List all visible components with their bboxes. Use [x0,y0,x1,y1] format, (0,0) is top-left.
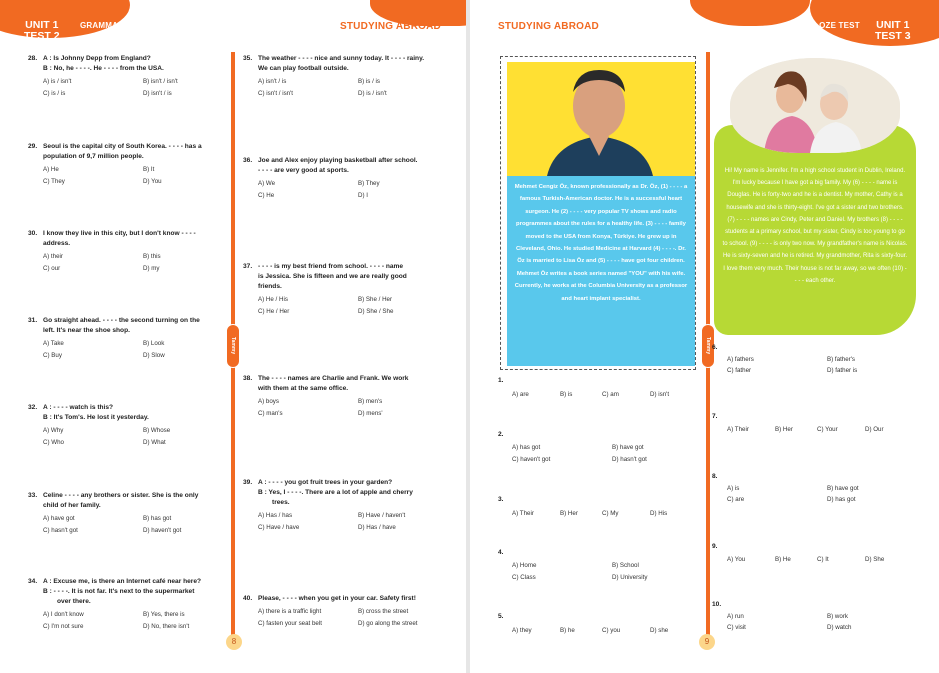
question-number: 32. [28,404,38,411]
question-number: 40. [243,595,253,602]
answer-option[interactable]: D) isn't [650,391,670,398]
question-stem: B : No, he - - - -. He - - - - from the USA. [43,65,164,72]
answer-option[interactable]: A) boys [258,398,279,405]
answer-option[interactable]: A) are [512,391,529,398]
question-stem: The - - - - names are Charlie and Frank. We work [258,375,409,382]
answer-option[interactable]: A) You [727,556,746,563]
answer-option[interactable]: C) our [43,265,61,272]
question-stem: Go straight ahead. - - - - the second turning on the [43,317,200,324]
answer-option[interactable]: D) Has / have [358,524,396,531]
question-stem: over there. [57,598,91,605]
answer-option[interactable]: C) is / is [43,90,66,97]
answer-option[interactable]: A) have got [43,515,75,522]
answer-option[interactable]: B) Her [775,426,793,433]
question-stem: friends. [258,283,282,290]
answer-option[interactable]: A) Their [727,426,749,433]
answer-option[interactable]: A) I don't know [43,611,84,618]
question-number: 7. [712,413,718,420]
answer-option[interactable]: D) is / isn't [358,90,387,97]
answer-option[interactable]: A) isn't / is [258,78,287,85]
answer-option[interactable]: D) No, there isn't [143,623,190,630]
answer-option[interactable]: C) I'm not sure [43,623,84,630]
answer-option[interactable]: B) is [560,391,573,398]
answer-option[interactable]: D) What [143,439,166,446]
question-number: 39. [243,479,253,486]
question-stem: A : - - - - you got fruit trees in your garden? [258,479,393,486]
question-number: 31. [28,317,38,324]
answer-option[interactable]: B) he [560,627,575,634]
question-stem: Please, - - - - when you get in your car. Safety first! [258,595,416,602]
question-number: 1. [498,377,504,384]
answer-option[interactable]: A) Their [512,510,534,517]
question-stem: B : - - - -. It is not far. It's next to the supermarket [43,588,195,595]
page-title: STUDYING ABROAD [498,21,599,32]
passage-doctor: Mehmet Cengiz Öz, known professionally as Dr. Öz, (1) - - - - a famous Turkish-American doctor. He is a successful heart surgeon. He (2) - - - - very popular TV shows and radio programmes about the rules for a healthy life. (3) - - - - family moved to the USA from Konya, Türkiye. He grew up in Cleveland, Ohio. He studied Medicine at Harvard (4) - - - -. Dr. Öz is married to Lisa Öz and (5) - - - - have got four children. Mehmet Öz writes a book series named "YOU" with his wife. Currently, he works at the Columbia University as a professor and heart implant specialist. [507,176,695,366]
question-number: 37. [243,263,253,270]
question-number: 28. [28,55,38,62]
question-stem: Joe and Alex enjoy playing basketball after school. [258,157,418,164]
answer-option[interactable]: C) am [602,391,619,398]
question-stem: I know they live in this city, but I don't know - - - - [43,230,196,237]
answer-option[interactable]: B) Have / haven't [358,512,406,519]
answer-option[interactable]: C) He / Her [258,308,290,315]
answer-option[interactable]: C) They [43,178,65,185]
answer-option[interactable]: B) has got [143,515,172,522]
family-photo [730,58,900,153]
answer-option[interactable]: A) He / His [258,296,288,303]
answer-option[interactable]: B) He [775,556,791,563]
answer-option[interactable]: D) has got [827,496,856,503]
page-number: 8 [226,634,242,650]
question-number: 30. [28,230,38,237]
page-title: STUDYING ABROAD [340,21,441,32]
answer-option[interactable]: C) visit [727,624,746,631]
question-stem: B : Yes, I - - - -. There are a lot of apple and cherry [258,489,413,496]
header-blob [0,0,130,38]
answer-option[interactable]: B) School [612,562,639,569]
answer-option[interactable]: D) His [650,510,668,517]
section-label: GRAMMAR [80,21,125,30]
question-stem: We can play football outside. [258,65,349,72]
question-stem: Seoul is the capital city of South Korea. - - - - has a [43,143,202,150]
question-stem: trees. [272,499,290,506]
answer-option[interactable]: D) mens' [358,410,383,417]
page-number: 9 [699,634,715,650]
answer-option[interactable]: B) men's [358,398,383,405]
answer-option[interactable]: B) this [143,253,161,260]
question-number: 29. [28,143,38,150]
answer-option[interactable]: A) there is a traffic light [258,608,322,615]
unit-label: UNIT 1 TEST 3 [875,19,911,42]
question-number: 5. [498,613,504,620]
question-stem: child of her family. [43,502,101,509]
question-stem: Celine - - - - any brothers or sister. She is the only [43,492,199,499]
answer-option[interactable]: A) We [258,180,276,187]
answer-option[interactable]: B) Her [560,510,578,517]
question-number: 8. [712,473,718,480]
left-page [0,0,466,673]
question-number: 35. [243,55,253,62]
question-number: 6. [712,344,718,351]
answer-option[interactable]: C) Who [43,439,64,446]
header-blob-left [690,0,810,26]
question-stem: The weather - - - - nice and sunny today. It - - - - rainy. [258,55,425,62]
answer-option[interactable]: D) She [865,556,885,563]
answer-option[interactable]: C) It [817,556,829,563]
question-number: 36. [243,157,253,164]
question-stem: - - - - are very good at sports. [258,167,349,174]
answer-option[interactable]: B) is / is [358,78,381,85]
answer-option[interactable]: B) have got [612,444,644,451]
question-number: 10. [712,601,722,608]
answer-option[interactable]: C) Have / have [258,524,300,531]
answer-option[interactable]: B) father's [827,356,856,363]
answer-option[interactable]: C) He [258,192,275,199]
answer-option[interactable]: D) she [650,627,669,634]
question-stem: with them at the same office. [258,385,349,392]
answer-option[interactable]: D) hasn't got [612,456,647,463]
answer-option[interactable]: D) go along the street [358,620,418,627]
question-stem: population of 9,7 million people. [43,153,144,160]
answer-option[interactable]: A) their [43,253,63,260]
answer-option[interactable]: B) Whose [143,427,171,434]
question-stem: - - - - is my best friend from school. - - - - name [258,263,404,270]
answer-option[interactable]: C) hasn't got [43,527,78,534]
question-stem: A : Excuse me, is there an Internet café near here? [43,578,202,585]
answer-option[interactable]: B) have got [827,485,859,492]
answer-option[interactable]: B) cross the street [358,608,409,615]
answer-option[interactable]: A) they [512,627,532,634]
answer-option[interactable]: C) you [602,627,621,634]
question-number: 38. [243,375,253,382]
answer-option[interactable]: D) haven't got [143,527,182,534]
question-stem: A : Is Johnny Depp from England? [43,55,151,62]
answer-option[interactable]: A) He [43,166,59,173]
question-number: 34. [28,578,38,585]
side-badge: Tammy [226,324,240,368]
answer-option[interactable]: C) man's [258,410,283,417]
answer-option[interactable]: C) isn't / isn't [258,90,294,97]
passage-family: Hi! My name is Jennifer. I'm a high school student in Dublin, Ireland. I'm lucky because I have got a big family. My (6) - - - - name is Douglas. He is forty-two and he is a dentist. My mother, Cathy is a housewife and she is thirty-eight. I've got a sister and two brothers. (7) - - - - names are Cindy, Peter and Daniel. My brothers (8) - - - - students at a primary school, but my sister, Cindy is too young to go to school. (9) - - - - is only two now. My grandfather's name is Nicolas. He is sixty-seven and he is retired. My grandmother, Rita is sixty-four. I love them very much. Their house is not far away, so we often (10) - - - - each other. [714,125,916,335]
doctor-photo [507,62,695,176]
side-badge: Tammy [701,324,715,368]
answer-option[interactable]: A) is / isn't [43,78,72,85]
answer-option[interactable]: B) work [827,613,848,620]
answer-option[interactable]: D) watch [827,624,852,631]
answer-option[interactable]: D) isn't / is [143,90,172,97]
question-number: 3. [498,496,504,503]
answer-option[interactable]: A) is [727,485,740,492]
answer-option[interactable]: B) They [358,180,380,187]
answer-option[interactable]: D) She / She [358,308,394,315]
answer-option[interactable]: C) father [727,367,752,374]
answer-option[interactable]: D) Our [865,426,884,433]
answer-option[interactable]: C) Your [817,426,838,433]
answer-option[interactable]: D) University [612,574,648,581]
answer-option[interactable]: D) I [358,192,368,199]
answer-option[interactable]: A) Take [43,340,64,347]
answer-option[interactable]: B) Look [143,340,165,347]
answer-option[interactable]: D) father is [827,367,858,374]
answer-option[interactable]: D) You [143,178,162,185]
answer-option[interactable]: A) run [727,613,744,620]
answer-option[interactable]: C) Buy [43,352,62,359]
question-stem: A : - - - - watch is this? [43,404,114,411]
answer-option[interactable]: C) My [602,510,619,517]
answer-option[interactable]: B) isn't / isn't [143,78,178,85]
question-number: 9. [712,543,718,550]
answer-option[interactable]: A) Why [43,427,64,434]
answer-option[interactable]: C) Class [512,574,536,581]
question-stem: B : It's Tom's. He lost it yesterday. [43,414,149,421]
unit-label: UNIT 1 TEST 2 [24,19,60,42]
answer-option[interactable]: A) Home [512,562,537,569]
answer-option[interactable]: C) fasten your seat belt [258,620,322,627]
question-stem: left. It's near the shoe shop. [43,327,130,334]
answer-option[interactable]: B) Yes, there is [143,611,185,618]
answer-option[interactable]: A) Has / has [258,512,293,519]
answer-option[interactable]: A) fathers [727,356,754,363]
answer-option[interactable]: D) my [143,265,160,272]
answer-option[interactable]: D) Slow [143,352,165,359]
section-label: CLOZE TEST [808,21,860,30]
question-stem: address. [43,240,71,247]
answer-option[interactable]: A) has got [512,444,541,451]
question-number: 33. [28,492,38,499]
answer-option[interactable]: B) She / Her [358,296,393,303]
answer-option[interactable]: C) are [727,496,745,503]
question-number: 4. [498,549,504,556]
question-stem: is Jessica. She is fifteen and we are really good [258,273,407,280]
answer-option[interactable]: B) It [143,166,155,173]
question-number: 2. [498,431,504,438]
answer-option[interactable]: C) haven't got [512,456,551,463]
